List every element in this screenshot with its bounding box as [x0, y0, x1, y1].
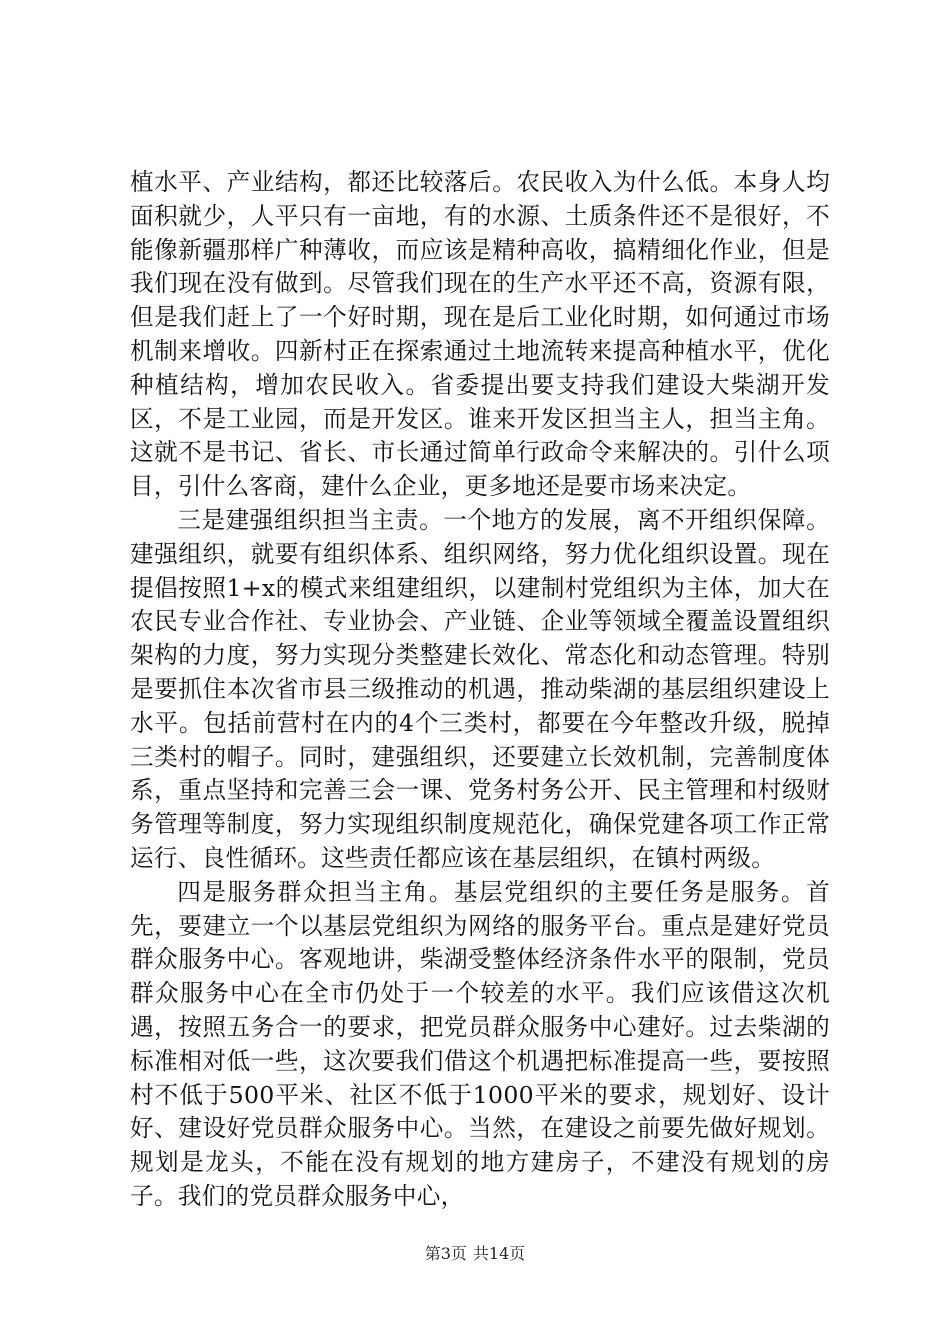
page-footer [0, 1244, 950, 1264]
paragraph: 植水平、产业结构，都还比较落后。农民收入为什么低。本身人均面积就少，人平只有一亩地，有的水源、土质条件还不是很好，不能像新疆那样广种薄收，而应该是精种高收，搞精细化作业，但是我们现在没有做到。尽管我们现在的生产水平还不高，资源有限，但是我们赶上了一个好时期，现在是后工业化时期，如何通过市场机制来增收。四新村正在探索通过土地流转来提高种植水平，优化种植结构，增加农民收入。省委提出要支持我们建设大柴湖开发区，不是工业园，而是开发区。谁来开发区担当主人，担当主角。这就不是书记、省长、市长通过简单行政命令来解决的。引什么项目，引什么客商，建什么企业，更多地还是要市场来决定。 [130, 168, 830, 501]
paragraph: 三是建强组织担当主责。一个地方的发展，离不开组织保障。建强组织，就要有组织体系、组织网络，努力优化组织设置。现在提倡按照1+x的模式来组建组织，以建制村党组织为主体，加大在农民专业合作社、专业协会、产业链、企业等领域全覆盖设置组织架构的力度，努力实现分类整建长效化、常态化和动态管理。特别是要抓住本次省市县三级推动的机遇，推动柴湖的基层组织建设上水平。包括前营村在内的4个三类村，都要在今年整改升级，脱掉三类村的帽子。同时，建强组织，还要建立长效机制，完善制度体系，重点坚持和完善三会一课、党务村务公开、民主管理和村级财务管理等制度，努力实现组织制度规范化，确保党建各项工作正常运行、良性循环。这些责任都应该在基层组织，在镇村两级。 [130, 505, 830, 872]
paragraph: 四是服务群众担当主角。基层党组织的主要任务是服务。首先，要建立一个以基层党组织为网络的服务平台。重点是建好党员群众服务中心。客观地讲，柴湖受整体经济条件水平的限制，党员群众服务中心在全市仍处于一个较差的水平。我们应该借这次机遇，按照五务合一的要求，把党员群众服务中心建好。过去柴湖的标准相对低一些，这次要我们借这个机遇把标准提高一些，要按照村不低于500平米、社区不低于1000平米的要求，规划好、设计好、建设好党员群众服务中心。当然，在建设之前要先做好规划。规划是龙头，不能在没有规划的地方建房子，不建没有规划的房子。我们的党员群众服务中心， [130, 877, 830, 1210]
document-body [130, 166, 830, 1214]
page-total: 共14页 [472, 1244, 526, 1263]
page-number: 第3页 [424, 1244, 467, 1263]
